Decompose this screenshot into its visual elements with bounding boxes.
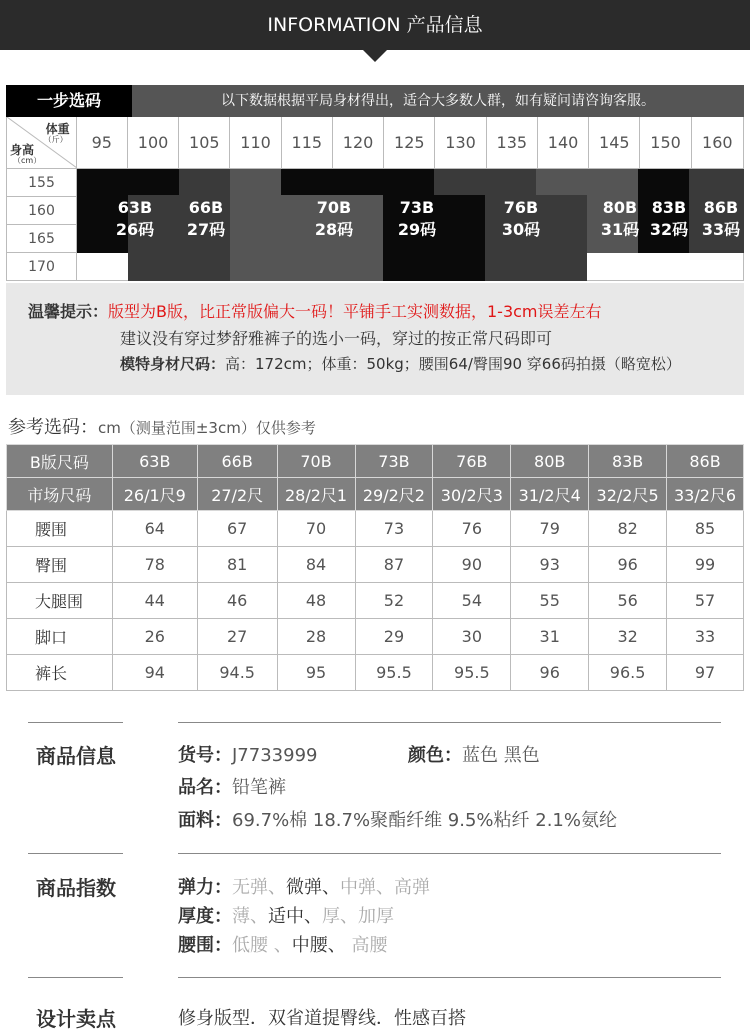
- table-cell: 99: [667, 547, 744, 583]
- size-code: 26码: [115, 220, 155, 239]
- size-code: 33码: [701, 220, 741, 239]
- tip-text: 版型为B版，比正常版偏大一码！平铺手工实测数据，1-3cm误差左右: [108, 302, 602, 321]
- weight-cell: 115: [282, 117, 333, 168]
- height-column: [6, 169, 77, 281]
- table-cell: 腰围: [7, 511, 113, 547]
- weight-row: [6, 117, 744, 169]
- weight-cell: 105: [179, 117, 230, 168]
- table-cell: 94.5: [197, 655, 277, 691]
- table-cell: 79: [511, 511, 589, 547]
- item-number: [178, 741, 317, 767]
- thickness-option: 薄、: [232, 906, 268, 927]
- table-cell: 85: [667, 511, 744, 547]
- size-label: [176, 197, 236, 241]
- table-cell: 95.5: [355, 655, 433, 691]
- size-name: 70B: [316, 198, 352, 217]
- table-row: [7, 619, 744, 655]
- weight-cell: 125: [384, 117, 435, 168]
- table-cell: 96: [589, 547, 667, 583]
- table-cell: 94: [112, 655, 197, 691]
- height-unit: （cm）: [13, 156, 42, 165]
- table-cell: 30: [433, 619, 511, 655]
- size-block: [536, 169, 587, 195]
- size-name: 73B: [399, 198, 435, 217]
- table-cell: 27/2尺: [197, 478, 277, 511]
- table-cell: 81: [197, 547, 277, 583]
- waist-option: 高腰: [345, 935, 388, 956]
- table-cell: 93: [511, 547, 589, 583]
- size-code: 27码: [186, 220, 226, 239]
- table-cell: 57: [667, 583, 744, 619]
- height-cell: 160: [6, 197, 77, 225]
- thickness-option: 加厚: [358, 906, 394, 927]
- banner-arrow: [363, 50, 387, 62]
- tip-line-1: [28, 299, 602, 322]
- size-block: [332, 169, 383, 195]
- tips-box: [6, 283, 744, 395]
- table-cell: 67: [197, 511, 277, 547]
- elasticity-row: [178, 873, 430, 899]
- fabric-label: 面料：: [178, 810, 232, 831]
- table-cell: 28: [277, 619, 355, 655]
- table-cell: 29: [355, 619, 433, 655]
- divider: [28, 722, 123, 723]
- size-name: 76B: [503, 198, 539, 217]
- design-text: 修身版型．双省道提臀线．性感百搭: [178, 1008, 466, 1029]
- table-cell: 27: [197, 619, 277, 655]
- table-row: [7, 583, 744, 619]
- table-cell: 76: [433, 511, 511, 547]
- tip-label: 温馨提示：: [28, 302, 109, 321]
- banner-title: INFORMATION 产品信息: [267, 14, 483, 36]
- weight-cell: 120: [333, 117, 384, 168]
- table-cell: 80B: [511, 445, 589, 478]
- weight-cell: 130: [435, 117, 486, 168]
- table-row: [7, 655, 744, 691]
- weight-cell: 95: [77, 117, 128, 168]
- size-blocks: [77, 169, 744, 281]
- size-label: [491, 197, 551, 241]
- waist-option-selected: 中腰、: [291, 935, 346, 956]
- color-label: 颜色：: [408, 745, 462, 766]
- product-fabric: [178, 806, 617, 832]
- weight-cell: 140: [538, 117, 589, 168]
- selector-header: [6, 85, 744, 117]
- thickness-option: 厚、: [322, 906, 358, 927]
- item-number-value: J7733999: [232, 745, 318, 766]
- name-label: 品名：: [178, 777, 232, 798]
- reference-size-table: [6, 444, 744, 691]
- table-cell: 30/2尺3: [433, 478, 511, 511]
- design-title: 设计卖点: [36, 1007, 116, 1031]
- size-code: 28码: [314, 220, 354, 239]
- table-cell: 70B: [277, 445, 355, 478]
- table-cell: 64: [112, 511, 197, 547]
- table-cell: 33: [667, 619, 744, 655]
- name-value: 铅笔裤: [232, 777, 286, 798]
- table-cell: 95: [277, 655, 355, 691]
- table-cell: 裤长: [7, 655, 113, 691]
- table-cell: 87: [355, 547, 433, 583]
- divider: [28, 977, 123, 978]
- color-value: 蓝色 黑色: [462, 745, 540, 766]
- table-cell: 29/2尺2: [355, 478, 433, 511]
- table-cell: 55: [511, 583, 589, 619]
- height-label: 身高: [10, 143, 35, 157]
- reference-label: 参考选码：: [8, 417, 98, 438]
- table-cell: 54: [433, 583, 511, 619]
- elasticity-option-selected: 微弹、: [286, 877, 340, 898]
- waist-label: 腰围：: [178, 935, 232, 956]
- table-cell: B版尺码: [7, 445, 113, 478]
- table-cell: 32/2尺5: [589, 478, 667, 511]
- weight-cell: 145: [589, 117, 640, 168]
- elasticity-option: 高弹: [394, 877, 430, 898]
- table-cell: 31/2尺4: [511, 478, 589, 511]
- corner-cell: [7, 117, 77, 168]
- table-cell: 26: [112, 619, 197, 655]
- selector-tag: 一步选码: [6, 85, 132, 117]
- reference-note: cm（测量范围±3cm）仅供参考: [98, 419, 316, 437]
- product-info-title: 商品信息: [36, 744, 116, 768]
- height-cell: 155: [6, 169, 77, 197]
- table-cell: 78: [112, 547, 197, 583]
- table-cell: 市场尺码: [7, 478, 113, 511]
- table-cell: 97: [667, 655, 744, 691]
- size-block: [281, 169, 332, 195]
- table-cell: 90: [433, 547, 511, 583]
- weight-cell: 160: [702, 133, 733, 152]
- table-cell: 73B: [355, 445, 433, 478]
- table-cell: 66B: [197, 445, 277, 478]
- size-name: 63B: [117, 198, 153, 217]
- product-index-title: 商品指数: [36, 876, 116, 900]
- table-cell: 52: [355, 583, 433, 619]
- table-cell: 臀围: [7, 547, 113, 583]
- table-cell: 28/2尺1: [277, 478, 355, 511]
- table-cell: 46: [197, 583, 277, 619]
- reference-title: [8, 413, 316, 439]
- size-block: [434, 169, 485, 195]
- table-cell: 82: [589, 511, 667, 547]
- selector-note: 以下数据根据平局身材得出，适合大多数人群，如有疑问请咨询客服。: [221, 93, 655, 109]
- table-cell: 96: [511, 655, 589, 691]
- table-cell: 83B: [589, 445, 667, 478]
- table-cell: 95.5: [433, 655, 511, 691]
- weight-cell: 100: [128, 117, 179, 168]
- elasticity-option: 无弹、: [232, 877, 286, 898]
- size-name: 86B: [703, 198, 739, 217]
- table-cell: 70: [277, 511, 355, 547]
- thickness-option-selected: 适中、: [268, 906, 322, 927]
- table-cell: 86B: [667, 445, 744, 478]
- waist-option: 低腰 、: [232, 935, 292, 956]
- elasticity-option: 中弹、: [340, 877, 394, 898]
- weight-unit: （斤）: [43, 135, 68, 144]
- size-code: 31码: [600, 220, 640, 239]
- table-header-row: [7, 445, 744, 478]
- weight-label: 体重: [45, 122, 70, 136]
- divider: [178, 853, 721, 854]
- size-label: [689, 197, 750, 241]
- weight-cell: 110: [230, 117, 281, 168]
- table-cell: 76B: [433, 445, 511, 478]
- height-cell: 165: [6, 225, 77, 253]
- table-cell: 44: [112, 583, 197, 619]
- size-label: [304, 197, 364, 241]
- model-info: [120, 353, 681, 374]
- table-cell: 63B: [112, 445, 197, 478]
- model-text: 高：172cm；体重：50kg；腰围64/臀围90 穿66码拍摄（略宽松）: [225, 355, 681, 373]
- size-code: 29码: [397, 220, 437, 239]
- table-cell: 脚口: [7, 619, 113, 655]
- divider: [178, 977, 721, 978]
- tip-line-2: 建议没有穿过梦舒雅裤子的选小一码，穿过的按正常尺码即可: [120, 329, 553, 348]
- fabric-value: 69.7%棉 18.7%聚酯纤维 9.5%粘纤 2.1%氨纶: [232, 810, 617, 831]
- divider: [178, 722, 721, 723]
- table-cell: 56: [589, 583, 667, 619]
- elasticity-label: 弹力：: [178, 877, 232, 898]
- size-label: [105, 197, 165, 241]
- table-cell: 48: [277, 583, 355, 619]
- size-code: 30码: [501, 220, 541, 239]
- size-block: [230, 169, 281, 281]
- product-name: [178, 773, 286, 799]
- table-row: [7, 511, 744, 547]
- table-cell: 26/1尺9: [112, 478, 197, 511]
- table-cell: 33/2尺6: [667, 478, 744, 511]
- thickness-label: 厚度：: [178, 906, 232, 927]
- table-cell: 73: [355, 511, 433, 547]
- table-cell: 32: [589, 619, 667, 655]
- thickness-row: [178, 902, 394, 928]
- table-cell: 96.5: [589, 655, 667, 691]
- table-cell: 31: [511, 619, 589, 655]
- model-label: 模特身材尺码：: [120, 355, 226, 373]
- height-cell: 170: [6, 253, 77, 281]
- size-label: [387, 197, 447, 241]
- table-cell: 84: [277, 547, 355, 583]
- weight-cell: 135: [487, 117, 538, 168]
- divider: [28, 853, 123, 854]
- table-row: [7, 547, 744, 583]
- size-name: 66B: [188, 198, 224, 217]
- size-block: [128, 169, 179, 195]
- size-name: 83B: [651, 198, 687, 217]
- table-cell: 大腿围: [7, 583, 113, 619]
- waist-row: [178, 931, 387, 957]
- item-number-label: 货号：: [178, 745, 232, 766]
- size-code: 32码: [649, 220, 689, 239]
- weight-cell: 150: [640, 117, 691, 168]
- product-color: [408, 741, 540, 767]
- table-header-row: [7, 478, 744, 511]
- size-name: 80B: [602, 198, 638, 217]
